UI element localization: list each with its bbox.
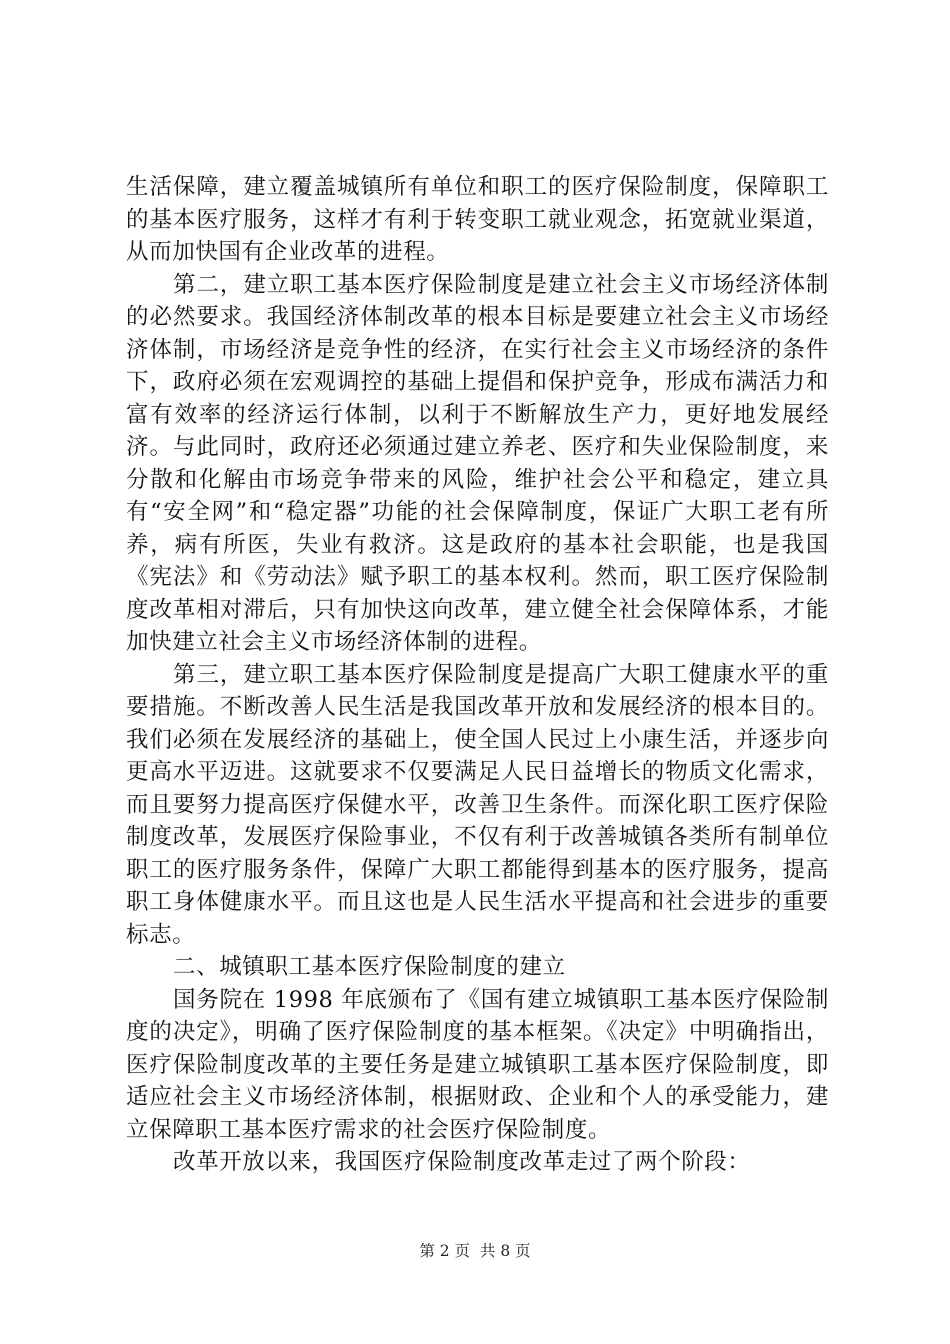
page-footer bbox=[0, 1241, 950, 1261]
page-number-label: 第 2 页 共 8 页 bbox=[419, 1242, 531, 1260]
document-body bbox=[126, 171, 829, 1179]
paragraph-5: 改革开放以来，我国医疗保险制度改革走过了两个阶段： bbox=[173, 1149, 751, 1175]
section-heading: 二、城镇职工基本医疗保险制度的建立 bbox=[173, 954, 566, 980]
paragraph-1: 生活保障，建立覆盖城镇所有单位和职工的医疗保险制度，保障职工的基本医疗服务，这样才有利于转变职工就业观念，拓宽就业渠道，从而加快国有企业改革的进程。 bbox=[126, 174, 829, 265]
paragraph-3: 第三，建立职工基本医疗保险制度是提高广大职工健康水平的重要措施。不断改善人民生活是我国改革开放和发展经济的根本目的。我们必须在发展经济的基础上，使全国人民过上小康生活，并逐步向更高水平迈进。这就要求不仅要满足人民日益增长的物质文化需求，而且要努力提高医疗保健水平，改善卫生条件。而深化职工医疗保险制度改革，发展医疗保险事业，不仅有利于改善城镇各类所有制单位职工的医疗服务条件，保障广大职工都能得到基本的医疗服务，提高职工身体健康水平。而且这也是人民生活水平提高和社会进步的重要标志。 bbox=[126, 661, 829, 948]
paragraph-2: 第二，建立职工基本医疗保险制度是建立社会主义市场经济体制的必然要求。我国经济体制改革的根本目标是要建立社会主义市场经济体制，市场经济是竞争性的经济，在实行社会主义市场经济的条件下，政府必须在宏观调控的基础上提倡和保护竞争，形成布满活力和富有效率的经济运行体制，以利于不断解放生产力，更好地发展经济。与此同时，政府还必须通过建立养老、医疗和失业保险制度，来分散和化解由市场竞争带来的风险，维护社会公平和稳定，建立具有“安全网”和“稳定器”功能的社会保障制度，保证广大职工老有所养，病有所医，失业有救济。这是政府的基本社会职能，也是我国《宪法》和《劳动法》赋予职工的基本权利。然而，职工医疗保险制度改革相对滞后，只有加快这向改革，建立健全社会保障体系，才能加快建立社会主义市场经济体制的进程。 bbox=[126, 271, 829, 655]
paragraph-4: 国务院在 1998 年底颁布了《国有建立城镇职工基本医疗保险制度的决定》，明确了医疗保险制度的基本框架。《决定》中明确指出，医疗保险制度改革的主要任务是建立城镇职工基本医疗保险制度，即适应社会主义市场经济体制，根据财政、企业和个人的承受能力，建立保障职工基本医疗需求的社会医疗保险制度。 bbox=[126, 986, 829, 1143]
